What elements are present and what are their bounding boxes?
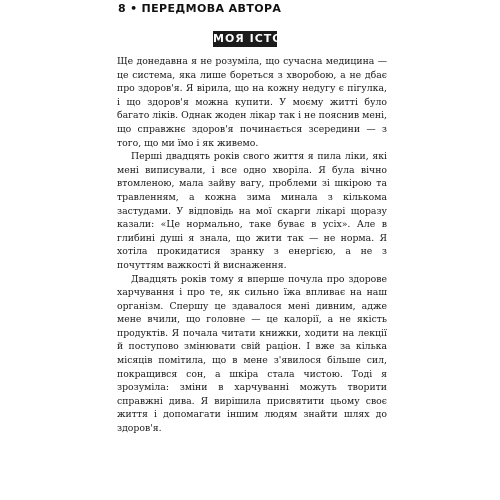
page-number: 8 xyxy=(118,2,127,15)
section-heading: МОЯ ІСТОРІЯ xyxy=(213,32,307,45)
paragraph: Двадцять років тому я вперше почула про здорове харчування і про те, як сильно їжа впливає на наш організм. Спершу це здавалося мені дивним, адже мене вчили, що головне — це калорії, а не якість продуктів. Я почала читати книжки, ходити на лекції й поступово змінювати свій раціон. І вже за кілька місяців помітила, що в мене з'явилося більше сил, покращився сон, а шкіра стала чистою. Тоді я зрозуміла: зміни в харчуванні можуть творити справжні дива. Я вирішила присвятити цьому своє життя і допомагати іншим людям знайти шлях до здоров'я. xyxy=(117,273,387,435)
header-bullet: • xyxy=(130,2,138,15)
paragraph: Перші двадцять років свого життя я пила ліки, які мені виписували, і все одно хворіла. Я була вічно втомленою, мала зайву вагу, проблеми зі шкірою та травленням, а кожна зима минала з кількома застудами. У відповідь на мої скарги лікарі щоразу казали: «Це нормально, таке буває в усіх». Але в глибині душі я знала, що жити так — не норма. Я хотіла прокидатися зранку з енергією, а не з почуттям важкості й виснаження. xyxy=(117,151,387,271)
running-title: ПЕРЕДМОВА АВТОРА xyxy=(141,2,282,15)
paragraph: Ще донедавна я не розуміла, що сучасна медицина — це система, яка лише бореться з хворобою, а не дбає про здоров'я. Я вірила, що на кожну недугу є пігулка, і що здоров'я можна купити. У моєму житті було багато ліків. Однак жоден лікар так і не пояснив мені, що справжнє здоров'я починається зсередини — з того, що ми їмо і як живемо. xyxy=(117,56,387,149)
body-text xyxy=(117,55,387,436)
running-header xyxy=(118,2,281,15)
